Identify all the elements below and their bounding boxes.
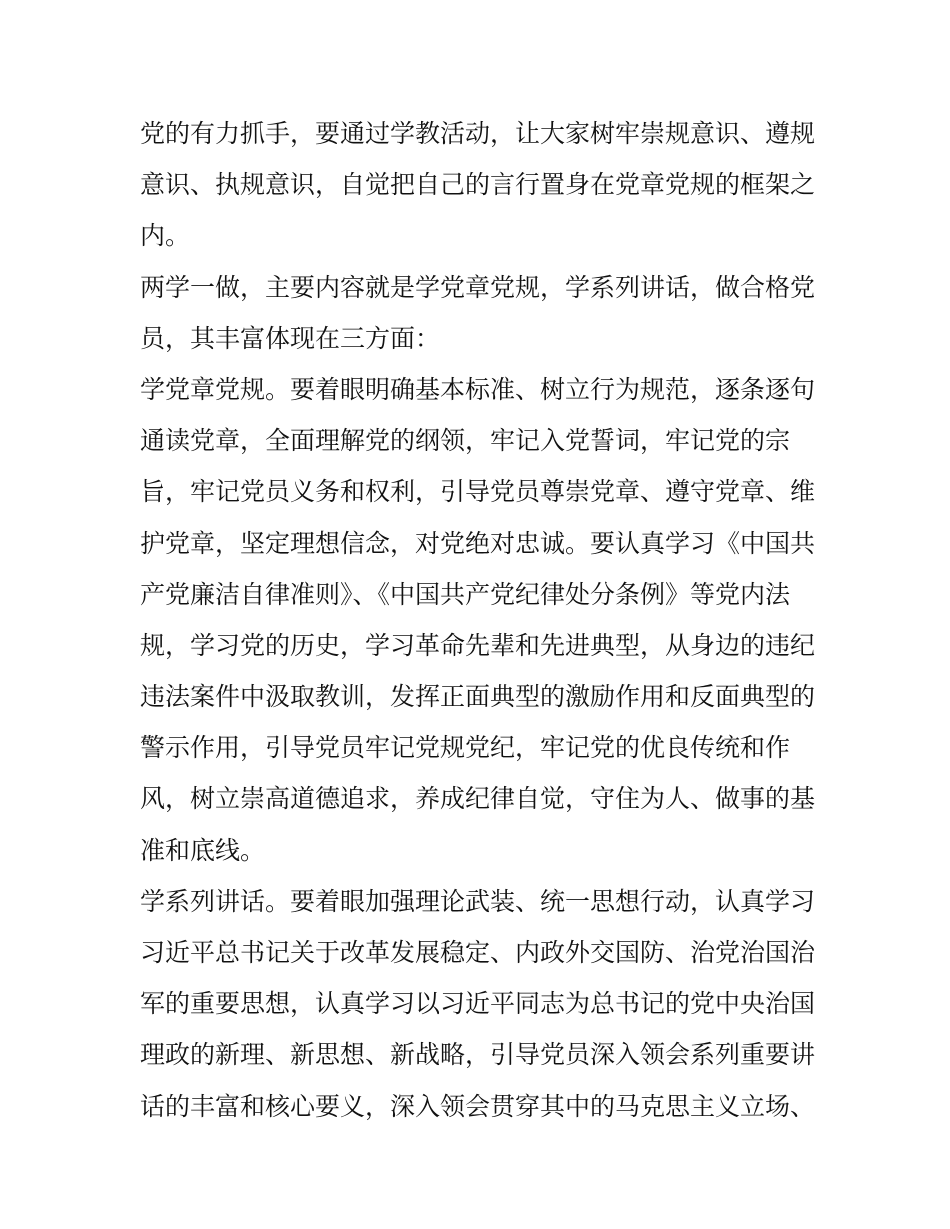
text-line: 通读党章，全面理解党的纲领，牢记入党誓词，牢记党的宗 (140, 426, 791, 456)
text-line: 护党章，坚定理想信念，对党绝对忠诚。要认真学习《中国共 (140, 528, 816, 558)
text-line: 话的丰富和核心要义，深入领会贯穿其中的马克思主义立场、 (140, 1091, 816, 1121)
text-line: 理政的新理、新思想、新战略，引导党员深入领会系列重要讲 (140, 1040, 816, 1070)
text-line: 员，其丰富体现在三方面： (140, 323, 441, 353)
text-line: 军的重要思想，认真学习以习近平同志为总书记的党中央治国 (140, 989, 816, 1019)
text-line: 两学一做，主要内容就是学党章党规，学系列讲话，做合格党 (140, 272, 816, 302)
text-line: 内。 (140, 221, 191, 251)
text-line: 意识、执规意识，自觉把自己的言行置身在党章党规的框架之 (140, 170, 816, 200)
text-line: 规，学习党的历史，学习革命先辈和先进典型，从身边的违纪 (140, 630, 816, 660)
text-line: 准和底线。 (140, 835, 266, 865)
text-line: 旨，牢记党员义务和权利，引导党员尊崇党章、遵守党章、维 (140, 477, 816, 507)
text-line: 学党章党规。要着眼明确基本标准、树立行为规范，逐条逐句 (140, 374, 816, 404)
text-line: 违法案件中汲取教训，发挥正面典型的激励作用和反面典型的 (140, 682, 816, 712)
text-line: 产党廉洁自律准则》、《中国共产党纪律处分条例》等党内法 (140, 579, 791, 609)
text-line: 党的有力抓手，要通过学教活动，让大家树牢崇规意识、遵规 (140, 119, 816, 148)
text-line: 学系列讲话。要着眼加强理论武装、统一思想行动，认真学习 (140, 886, 816, 916)
text-line: 习近平总书记关于改革发展稳定、内政外交国防、治党治国治 (140, 938, 816, 967)
text-line: 风，树立崇高道德追求，养成纪律自觉，守住为人、做事的基 (140, 784, 816, 814)
body-text (140, 108, 820, 1132)
text-line: 警示作用，引导党员牢记党规党纪，牢记党的优良传统和作 (140, 733, 791, 763)
